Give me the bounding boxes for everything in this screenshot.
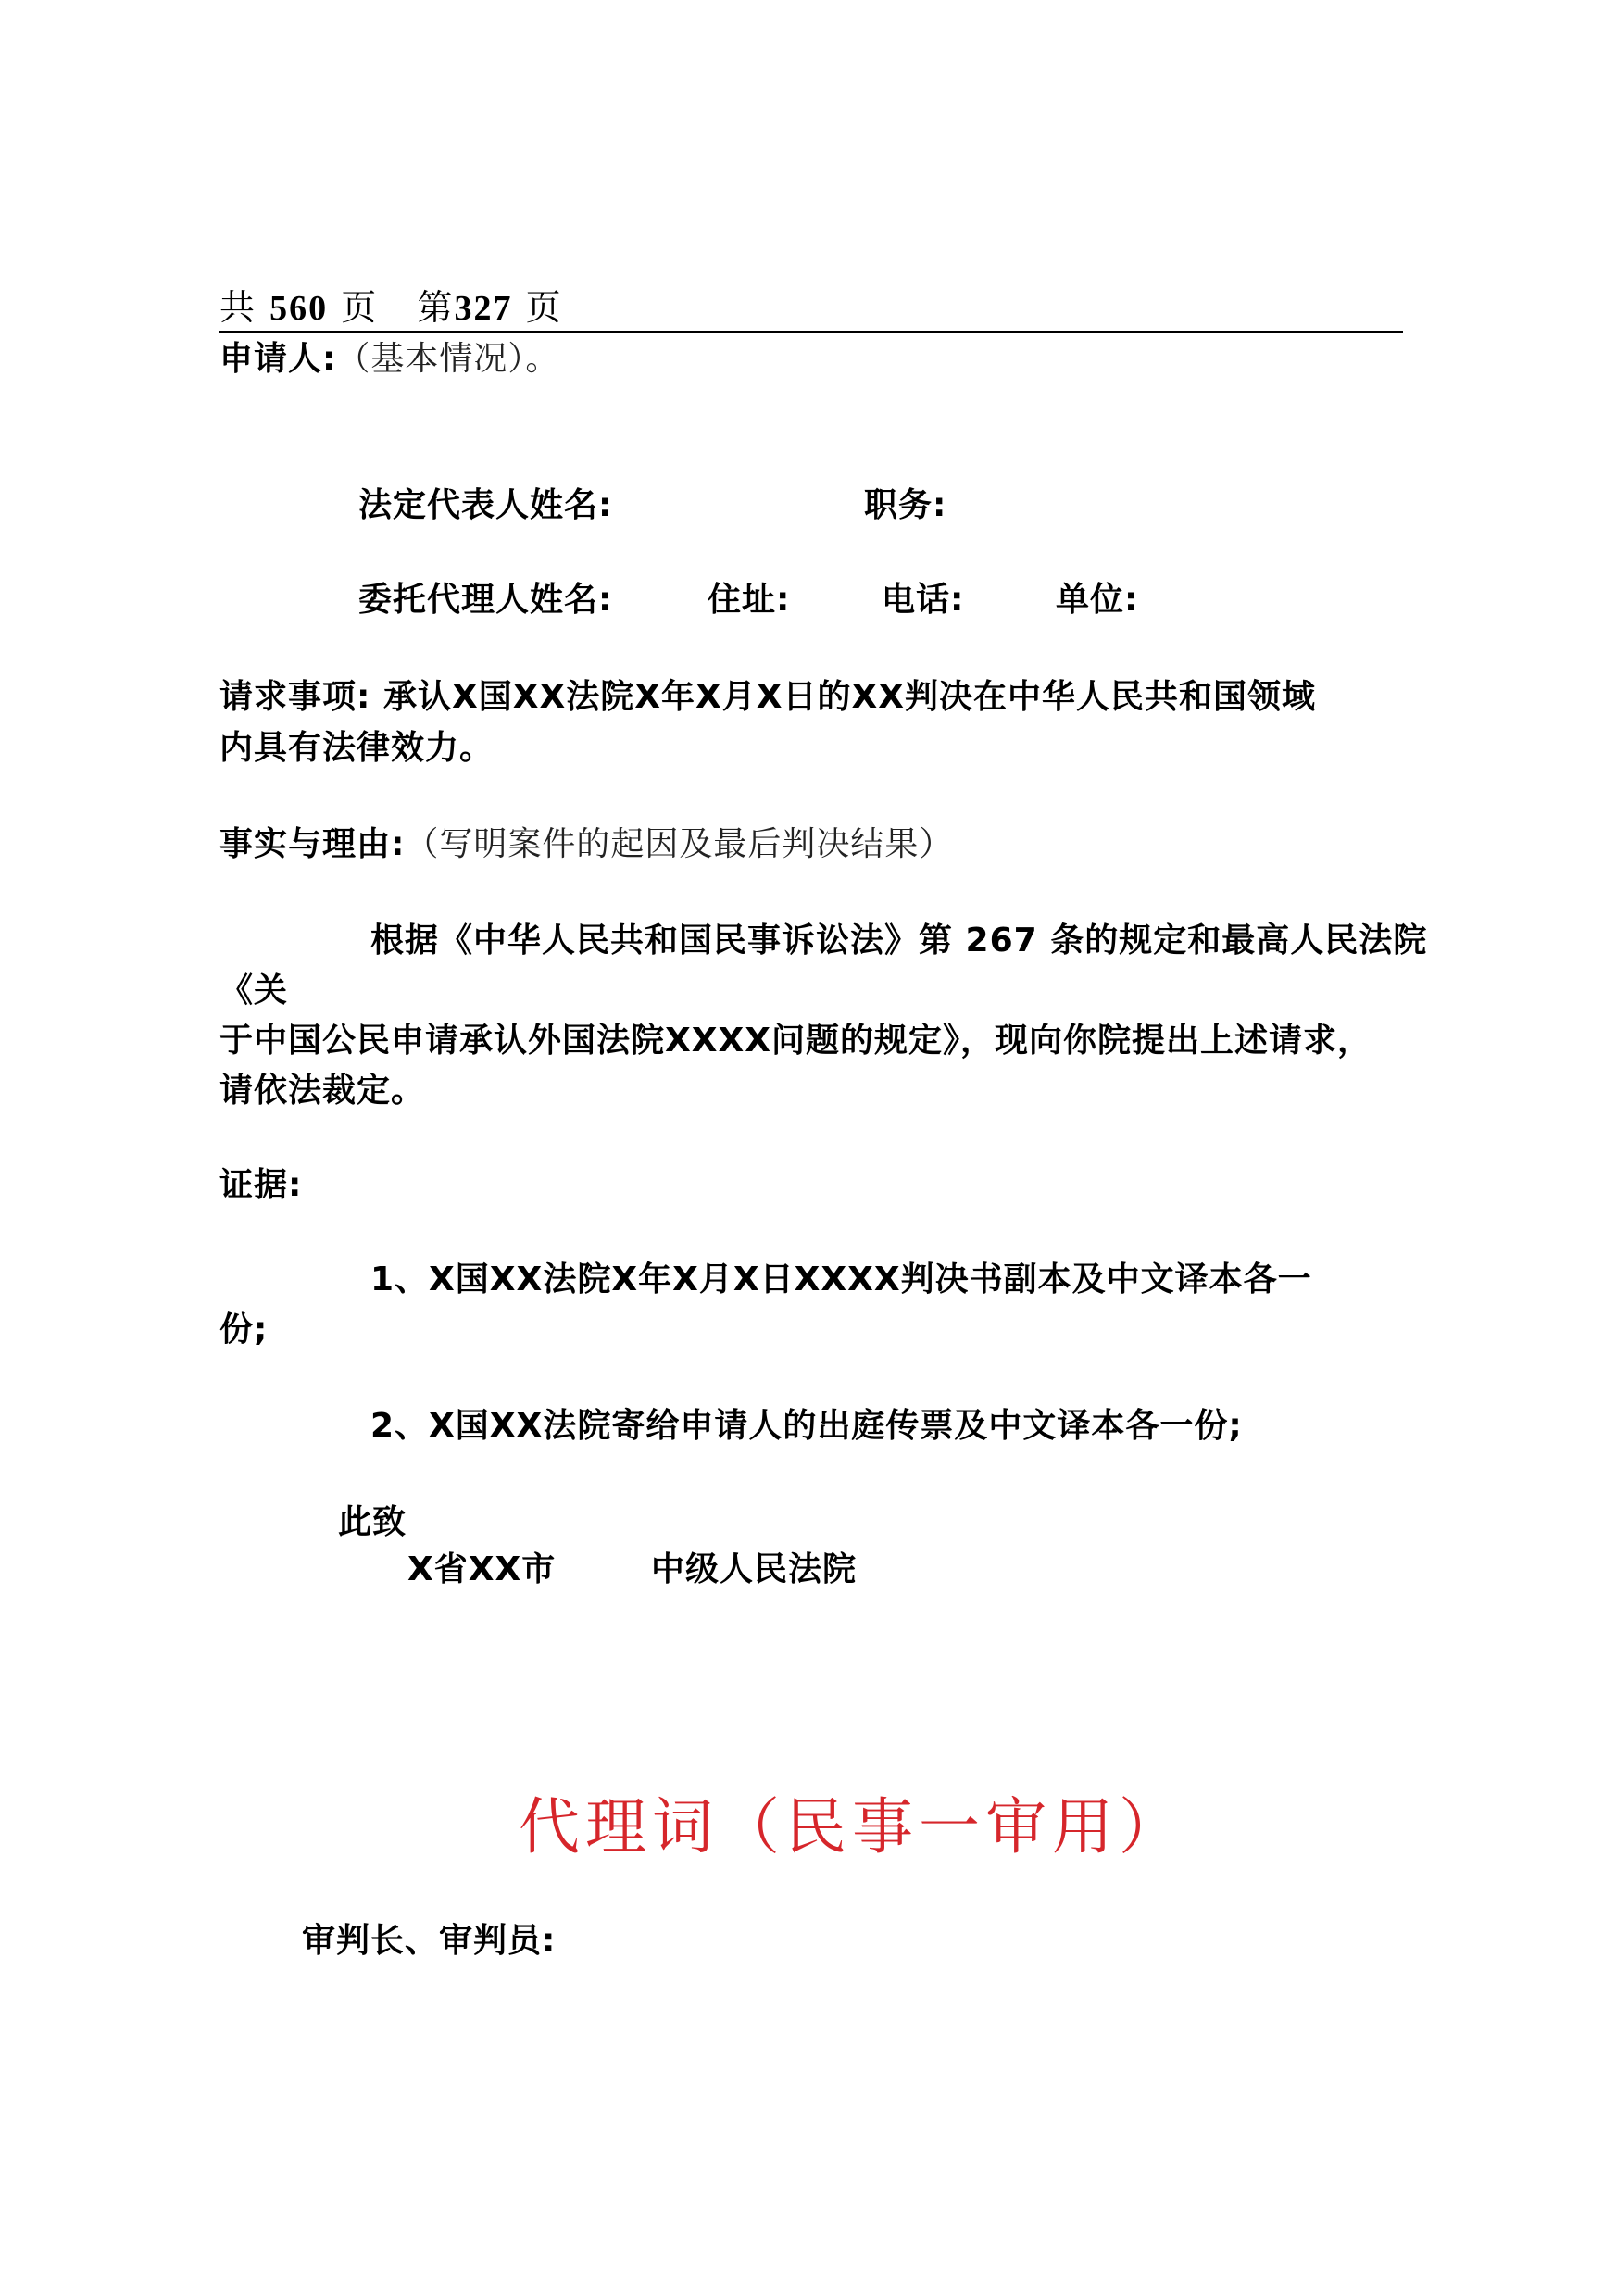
facts-label: 事实与理由: (219, 825, 406, 863)
facts-line (219, 825, 954, 863)
request-label: 请求事项: (219, 678, 371, 716)
total-prefix: 共 (219, 287, 257, 328)
evidence-item-2: 2、X国XX法院寄给申请人的出庭传票及中文译本各一份; (370, 1407, 1243, 1445)
facts-note: （写明案件的起因及最后判决结果） (405, 825, 954, 863)
basis-line-1: 根据《中华人民共和国民事诉讼法》第 267 条的规定和最高人民法院 (370, 922, 1428, 960)
agent-address-label: 住址: (708, 581, 791, 619)
current-page: 327 (454, 289, 513, 328)
next-document-address: 审判长、审判员: (302, 1922, 557, 1960)
closing-salutation: 此致 (338, 1503, 407, 1541)
header-rule (219, 331, 1403, 333)
closing-court-city: X省XX市 (407, 1550, 557, 1588)
agent-phone-label: 电话: (882, 581, 965, 619)
request-text-1: 承认X国XX法院X年X月X日的XX判决在中华人民共和国领域 (382, 678, 1317, 716)
applicant-note: （基本情况）。 (336, 340, 560, 378)
basis-line-4: 请依法裁定。 (219, 1072, 426, 1110)
total-suffix: 页 (341, 287, 379, 328)
request-line-1 (219, 678, 1317, 716)
total-pages: 560 (269, 289, 329, 328)
basis-line-2: 《关 (219, 972, 289, 1010)
current-prefix: 第 (417, 287, 455, 328)
agent-name-label: 委托代理人姓名: (358, 581, 613, 619)
current-suffix: 页 (525, 287, 563, 328)
request-text-2: 内具有法律效力。 (219, 729, 495, 767)
next-document-title: 代理词（民事一审用） (519, 1791, 1185, 1863)
basis-line-3: 于中国公民申请承认外国法院XXXX问题的规定》，现向你院提出上述请求， (219, 1022, 1372, 1060)
applicant-line (219, 340, 560, 378)
closing-court-name: 中级人民法院 (651, 1550, 858, 1588)
legal-rep-name-label: 法定代表人姓名: (358, 486, 613, 524)
legal-rep-position-label: 职务: (864, 486, 947, 524)
evidence-item-1-cont: 份; (219, 1311, 269, 1349)
evidence-item-1: 1、X国XX法院X年X月X日XXXX判决书副本及中文译本各一 (370, 1261, 1312, 1299)
agent-unit-label: 单位: (1056, 581, 1139, 619)
applicant-label: 申请人: (219, 340, 337, 378)
evidence-label: 证据: (219, 1166, 303, 1204)
page-counter (219, 287, 563, 328)
